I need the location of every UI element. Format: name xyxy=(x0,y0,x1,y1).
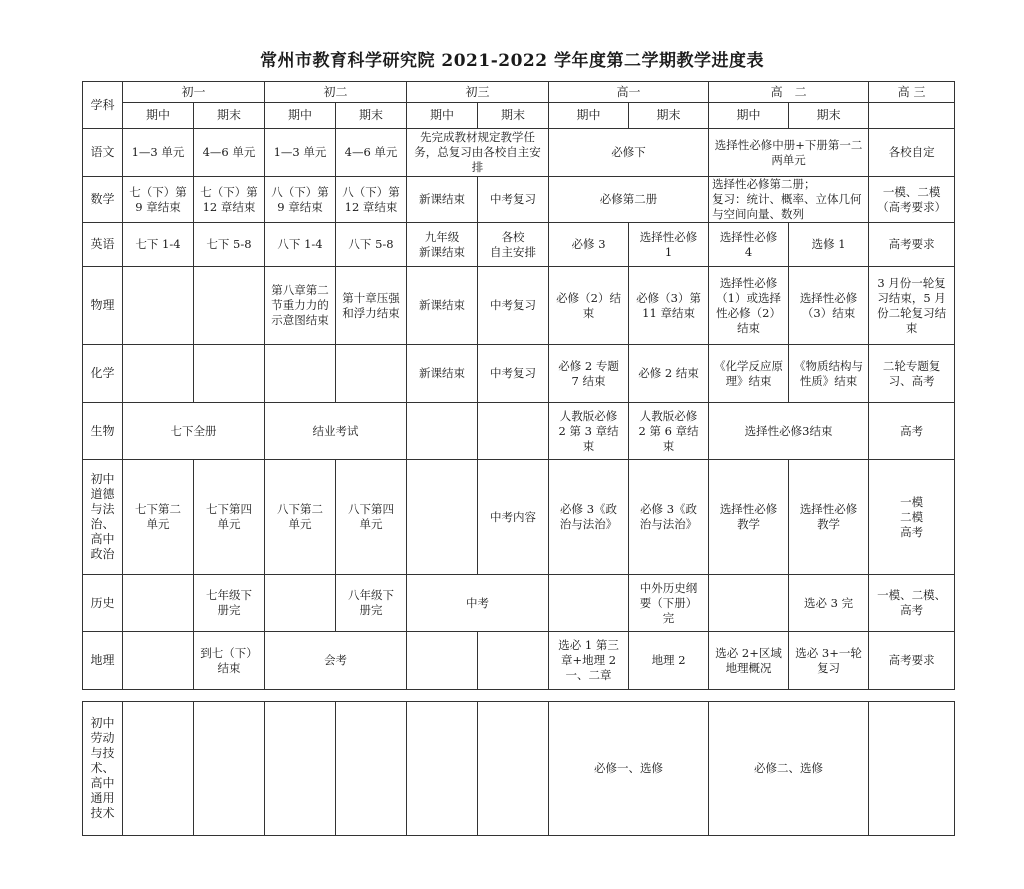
subject-cell: 历史 xyxy=(83,575,123,632)
cell: 七下 1-4 xyxy=(123,223,194,267)
cell xyxy=(549,575,629,632)
subject-cell: 化学 xyxy=(83,345,123,403)
cell: 会考 xyxy=(265,632,407,690)
cell: 3 月份一轮复习结束，5 月份二轮复习结束 xyxy=(869,267,955,345)
cell: 二轮专题复习、高考 xyxy=(869,345,955,403)
cell: 七下第四 单元 xyxy=(194,460,265,575)
term-mid: 期中 xyxy=(407,103,478,129)
tech-table xyxy=(82,701,955,836)
cell: 选择性必修 教学 xyxy=(789,460,869,575)
cell xyxy=(123,702,194,836)
cell: 一模、二模、 高考 xyxy=(869,575,955,632)
cell: 《化学反应原理》结束 xyxy=(709,345,789,403)
cell: 七下全册 xyxy=(123,403,265,460)
term-header-row xyxy=(83,103,955,129)
cell: 中外历史纲 要（下册） 完 xyxy=(629,575,709,632)
row-chinese xyxy=(83,129,955,177)
cell: 选择性必修第二册； 复习：统计、概率、立体几何与空间向量、数列 xyxy=(709,177,869,223)
page-title: 常州市教育科学研究院 2021-2022 学年度第二学期教学进度表 xyxy=(259,51,765,71)
cell xyxy=(123,632,194,690)
cell: 选择性必修3结束 xyxy=(709,403,869,460)
cell: 选必 3 完 xyxy=(789,575,869,632)
cell xyxy=(265,575,336,632)
term-final: 期末 xyxy=(194,103,265,129)
cell xyxy=(478,702,549,836)
cell: 地理 2 xyxy=(629,632,709,690)
cell xyxy=(869,702,955,836)
cell: 选择性必修 1 xyxy=(629,223,709,267)
cell: 八（下）第 9 章结束 xyxy=(265,177,336,223)
cell xyxy=(709,575,789,632)
cell: 中考内容 xyxy=(478,460,549,575)
cell: 七年级下 册完 xyxy=(194,575,265,632)
cell: 选择性必修 （3）结束 xyxy=(789,267,869,345)
grade-header-c2: 初二 xyxy=(265,82,407,103)
cell: 八下第二 单元 xyxy=(265,460,336,575)
cell xyxy=(194,345,265,403)
cell: 选择性必修中册+下册第一二两单元 xyxy=(709,129,869,177)
cell: 各校自定 xyxy=(869,129,955,177)
term-final: 期末 xyxy=(629,103,709,129)
cell xyxy=(265,702,336,836)
cell xyxy=(407,460,478,575)
subject-cell: 数学 xyxy=(83,177,123,223)
cell: 选必 1 第三 章+地理 2 一、二章 xyxy=(549,632,629,690)
cell xyxy=(407,702,478,836)
cell: 选择性必修（1）或选择性必修（2）结束 xyxy=(709,267,789,345)
cell: 七（下）第 9 章结束 xyxy=(123,177,194,223)
cell xyxy=(194,702,265,836)
cell: 人教版必修 2 第 3 章结 束 xyxy=(549,403,629,460)
term-final: 期末 xyxy=(478,103,549,129)
cell: 1—3 单元 xyxy=(265,129,336,177)
cell: 八下 1-4 xyxy=(265,223,336,267)
row-biology xyxy=(83,403,955,460)
row-politics xyxy=(83,460,955,575)
cell: 八（下）第 12 章结束 xyxy=(336,177,407,223)
cell xyxy=(478,632,549,690)
term-mid: 期中 xyxy=(709,103,789,129)
cell: 第八章第二节重力力的示意图结束 xyxy=(265,267,336,345)
grade-header-row xyxy=(83,82,955,103)
cell xyxy=(407,403,478,460)
term-mid: 期中 xyxy=(123,103,194,129)
cell xyxy=(123,345,194,403)
cell xyxy=(194,267,265,345)
cell: 一模、二模 （高考要求） xyxy=(869,177,955,223)
cell: 一模 二模 高考 xyxy=(869,460,955,575)
cell: 七下第二 单元 xyxy=(123,460,194,575)
cell: 到七（下） 结束 xyxy=(194,632,265,690)
cell: 中考复习 xyxy=(478,345,549,403)
row-physics xyxy=(83,267,955,345)
cell xyxy=(336,345,407,403)
cell: 必修 3《政 治与法治》 xyxy=(629,460,709,575)
cell: 第十章压强和浮力结束 xyxy=(336,267,407,345)
cell xyxy=(478,403,549,460)
cell: 4—6 单元 xyxy=(194,129,265,177)
grade-header-c3: 初三 xyxy=(407,82,549,103)
cell: 结业考试 xyxy=(265,403,407,460)
row-math xyxy=(83,177,955,223)
cell: 必修（2）结束 xyxy=(549,267,629,345)
subject-cell: 语文 xyxy=(83,129,123,177)
subject-cell: 生物 xyxy=(83,403,123,460)
subject-cell: 初中 道德 与法 治、 高中 政治 xyxy=(83,460,123,575)
cell: 八年级下 册完 xyxy=(336,575,407,632)
cell: 七下 5-8 xyxy=(194,223,265,267)
cell xyxy=(407,632,478,690)
cell: 《物质结构与性质》结束 xyxy=(789,345,869,403)
term-empty xyxy=(869,103,955,129)
cell: 必修 2 结束 xyxy=(629,345,709,403)
row-english xyxy=(83,223,955,267)
cell: 必修二、选修 xyxy=(709,702,869,836)
cell xyxy=(336,702,407,836)
cell: 八下第四 单元 xyxy=(336,460,407,575)
cell: 九年级 新课结束 xyxy=(407,223,478,267)
cell: 选择性必修 教学 xyxy=(709,460,789,575)
cell xyxy=(265,345,336,403)
cell: 必修（3）第 11 章结束 xyxy=(629,267,709,345)
cell: 选择性必修 4 xyxy=(709,223,789,267)
term-mid: 期中 xyxy=(265,103,336,129)
cell: 高考要求 xyxy=(869,632,955,690)
subject-header: 学科 xyxy=(83,82,123,129)
cell: 4—6 单元 xyxy=(336,129,407,177)
subject-cell: 初中 劳动 与技 术、 高中 通用 技术 xyxy=(83,702,123,836)
cell: 选必 2+区域 地理概况 xyxy=(709,632,789,690)
term-final: 期末 xyxy=(336,103,407,129)
row-geography xyxy=(83,632,955,690)
cell: 选修 1 xyxy=(789,223,869,267)
cell: 新课结束 xyxy=(407,267,478,345)
cell: 新课结束 xyxy=(407,177,478,223)
cell: 新课结束 xyxy=(407,345,478,403)
cell: 高考 xyxy=(869,403,955,460)
cell: 中考复习 xyxy=(478,267,549,345)
row-chemistry xyxy=(83,345,955,403)
grade-header-g1: 高一 xyxy=(549,82,709,103)
schedule-table xyxy=(82,81,955,690)
cell: 高考要求 xyxy=(869,223,955,267)
cell: 必修下 xyxy=(549,129,709,177)
cell: 必修第二册 xyxy=(549,177,709,223)
row-tech xyxy=(83,702,955,836)
cell: 选必 3+一轮 复习 xyxy=(789,632,869,690)
cell xyxy=(123,575,194,632)
term-final: 期末 xyxy=(789,103,869,129)
cell: 中考复习 xyxy=(478,177,549,223)
row-history xyxy=(83,575,955,632)
grade-header-g2: 高 二 xyxy=(709,82,869,103)
cell: 八下 5-8 xyxy=(336,223,407,267)
cell: 必修 3 xyxy=(549,223,629,267)
cell: 1—3 单元 xyxy=(123,129,194,177)
cell: 必修 3《政 治与法治》 xyxy=(549,460,629,575)
cell: 先完成教材规定教学任务，总复习由各校自主安排 xyxy=(407,129,549,177)
cell: 人教版必修 2 第 6 章结 束 xyxy=(629,403,709,460)
cell: 必修 2 专题 7 结束 xyxy=(549,345,629,403)
grade-header-g3: 高 三 xyxy=(869,82,955,103)
cell: 中考 xyxy=(407,575,549,632)
cell xyxy=(123,267,194,345)
cell: 必修一、选修 xyxy=(549,702,709,836)
cell: 各校 自主安排 xyxy=(478,223,549,267)
grade-header-c1: 初一 xyxy=(123,82,265,103)
term-mid: 期中 xyxy=(549,103,629,129)
cell: 七（下）第 12 章结束 xyxy=(194,177,265,223)
subject-cell: 地理 xyxy=(83,632,123,690)
subject-cell: 物理 xyxy=(83,267,123,345)
subject-cell: 英语 xyxy=(83,223,123,267)
